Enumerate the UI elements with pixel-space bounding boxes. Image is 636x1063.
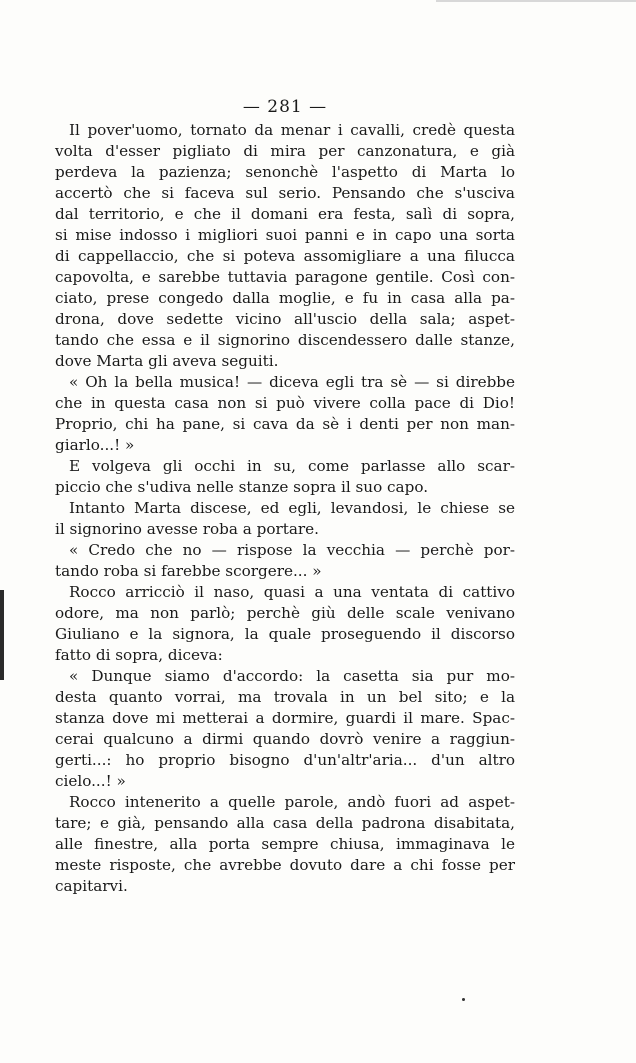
text-line: ciato, prese congedo dalla moglie, e fu in casa alla pa-: [55, 289, 515, 307]
text-line: dove Marta gli aveva seguiti.: [55, 352, 279, 370]
text-line: che in questa casa non si può vivere colla pace di Dio!: [55, 394, 515, 412]
text-line: capitarvi.: [55, 877, 128, 895]
text-line: cerai qualcuno a dirmi quando dovrò venire a raggiun-: [55, 730, 515, 748]
text-line: Il pover'uomo, tornato da menar i cavalli, credè questa: [69, 121, 515, 139]
text-line: E volgeva gli occhi in su, come parlasse allo scar-: [69, 457, 515, 475]
text-line: Giuliano e la signora, la quale proseguendo il discorso: [55, 625, 515, 643]
text-line: stanza dove mi metterai a dormire, guardi il mare. Spac-: [55, 709, 515, 727]
text-line: piccio che s'udiva nelle stanze sopra il suo capo.: [55, 478, 429, 496]
text-line: meste risposte, che avrebbe dovuto dare a chi fosse per: [55, 856, 515, 874]
text-line: Intanto Marta discese, ed egli, levandosi, le chiese se: [69, 499, 515, 517]
text-line: di cappellaccio, che si poteva assomigliare a una filucca: [55, 247, 515, 265]
scan-edge-mark: [0, 590, 4, 680]
text-line: « Credo che no — rispose la vecchia — perchè por-: [69, 541, 515, 559]
text-line: si mise indosso i migliori suoi panni e in capo una sorta: [55, 226, 515, 244]
text-line: Proprio, chi ha pane, si cava da sè i denti per non man-: [55, 415, 515, 433]
text-line: volta d'esser pigliato di mira per canzonatura, e già: [55, 142, 515, 160]
text-line: tare; e già, pensando alla casa della padrona disabitata,: [55, 814, 515, 832]
text-line: odore, ma non parlò; perchè giù delle scale venivano: [55, 604, 515, 622]
text-line: il signorino avesse roba a portare.: [55, 520, 319, 538]
page-number: — 281 —: [242, 97, 328, 117]
text-line: tando roba si farebbe scorgere... »: [55, 562, 322, 580]
text-line: tando che essa e il signorino discendessero dalle stanze,: [55, 331, 515, 349]
body-text: [55, 120, 515, 897]
text-line: giarlo...! »: [55, 436, 135, 454]
text-line: dal territorio, e che il domani era festa, salì di sopra,: [55, 205, 515, 223]
scan-speck: [462, 998, 465, 1001]
text-line: « Oh la bella musica! — diceva egli tra sè — si direbbe: [69, 373, 515, 391]
text-line: drona, dove sedette vicino all'uscio della sala; aspet-: [55, 310, 515, 328]
text-line: gerti...: ho proprio bisogno d'un'altr'aria... d'un altro: [55, 751, 515, 769]
text-line: capovolta, e sarebbe tuttavia paragone gentile. Così con-: [55, 268, 515, 286]
text-line: cielo...! »: [55, 772, 126, 790]
text-line: desta quanto vorrai, ma trovala in un bel sito; e la: [55, 688, 515, 706]
text-line: perdeva la pazienza; senonchè l'aspetto di Marta lo: [55, 163, 515, 181]
text-line: alle finestre, alla porta sempre chiusa, immaginava le: [55, 835, 515, 853]
scan-edge-mark: [436, 0, 636, 2]
text-line: fatto di sopra, diceva:: [55, 646, 223, 664]
text-line: Rocco arricciò il naso, quasi a una ventata di cattivo: [69, 583, 515, 601]
text-line: Rocco intenerito a quelle parole, andò fuori ad aspet-: [69, 793, 515, 811]
text-line: accertò che si faceva sul serio. Pensando che s'usciva: [55, 184, 515, 202]
text-line: « Dunque siamo d'accordo: la casetta sia pur mo-: [69, 667, 515, 685]
